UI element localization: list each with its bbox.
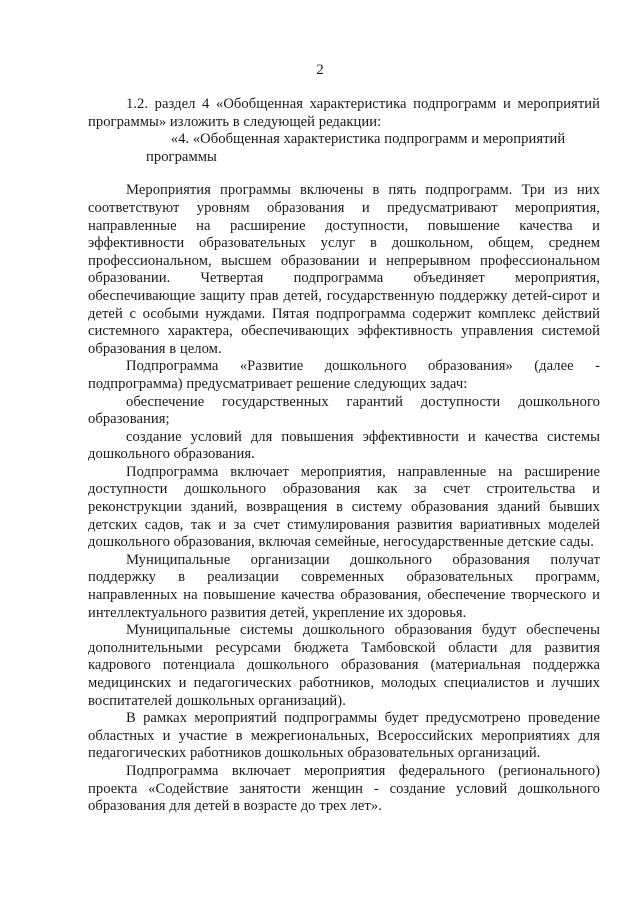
task-item-guarantees: обеспечение государственных гарантий доступности дошкольного образования; [88, 393, 600, 428]
paragraph-resources: Муниципальные системы дошкольного образования будут обеспечены дополнительными ресурсами бюджета Тамбовской области для развития кадрового потенциала дошкольного образования (материальная поддержка медицинских и педагогических работников, молодых специалистов и лучших воспитателей дошкольных организаций). [88, 622, 600, 709]
paragraph-programs-overview: Мероприятия программы включены в пять подпрограмм. Три из них соответствуют уровням образования и предусматривают мероприятия, направленные на расширение доступности, повышение качества и эффективности образовательных услуг в дошкольном, общем, среднем профессиональном, высшем образовании и непрерывном профессиональном образовании. Четвертая подпрограмма объединяет мероприятия, обеспечивающие защиту прав детей, государственную поддержку детей-сирот и детей с особыми нуждами. Пятая подпрограмма содержит комплекс действий системного характера, обеспечивающих эффективность управления системой образования в целом. [88, 182, 600, 357]
paragraph-municipal-support: Муниципальные организации дошкольного образования получат поддержку в реализации современных образовательных программ, направленных на повышение качества образования, обеспечение творческого и интеллектуального развития детей, укрепление их здоровья. [88, 551, 600, 621]
heading-spacer [88, 166, 600, 182]
task-item-efficiency: создание условий для повышения эффективности и качества системы дошкольного образования. [88, 428, 600, 463]
paragraph-federal-project: Подпрограмма включает мероприятия федерального (регионального) проекта «Содействие занятости женщин - создание условий дошкольного образования для детей в возрасте до трех лет». [88, 762, 600, 815]
document-body [88, 96, 600, 816]
paragraph-subprogram-tasks: Подпрограмма «Развитие дошкольного образования» (далее - подпрограмма) предусматривает решение следующих задач: [88, 358, 600, 392]
paragraph-accessibility-measures: Подпрограмма включает мероприятия, направленные на расширение доступности дошкольного образования как за счет строительства и реконструкции зданий, возвращения в систему образования зданий бывших детских садов, так и за счет стимулирования развития вариативных моделей дошкольного образования, включая семейные, негосударственные детские сады. [88, 463, 600, 551]
amendment-item-intro: 1.2. раздел 4 «Обобщенная характеристика подпрограмм и мероприятий программы» изложить в следующей редакции: [88, 96, 600, 130]
paragraph-events: В рамках мероприятий подпрограммы будет предусмотрено проведение областных и участие в межрегиональных, Всероссийских мероприятиях для педагогических работников дошкольных образовательных организаций. [88, 710, 600, 762]
page-number: 2 [316, 62, 324, 78]
section-heading: «4. «Обобщенная характеристика подпрограмм и мероприятий программы [146, 131, 566, 165]
